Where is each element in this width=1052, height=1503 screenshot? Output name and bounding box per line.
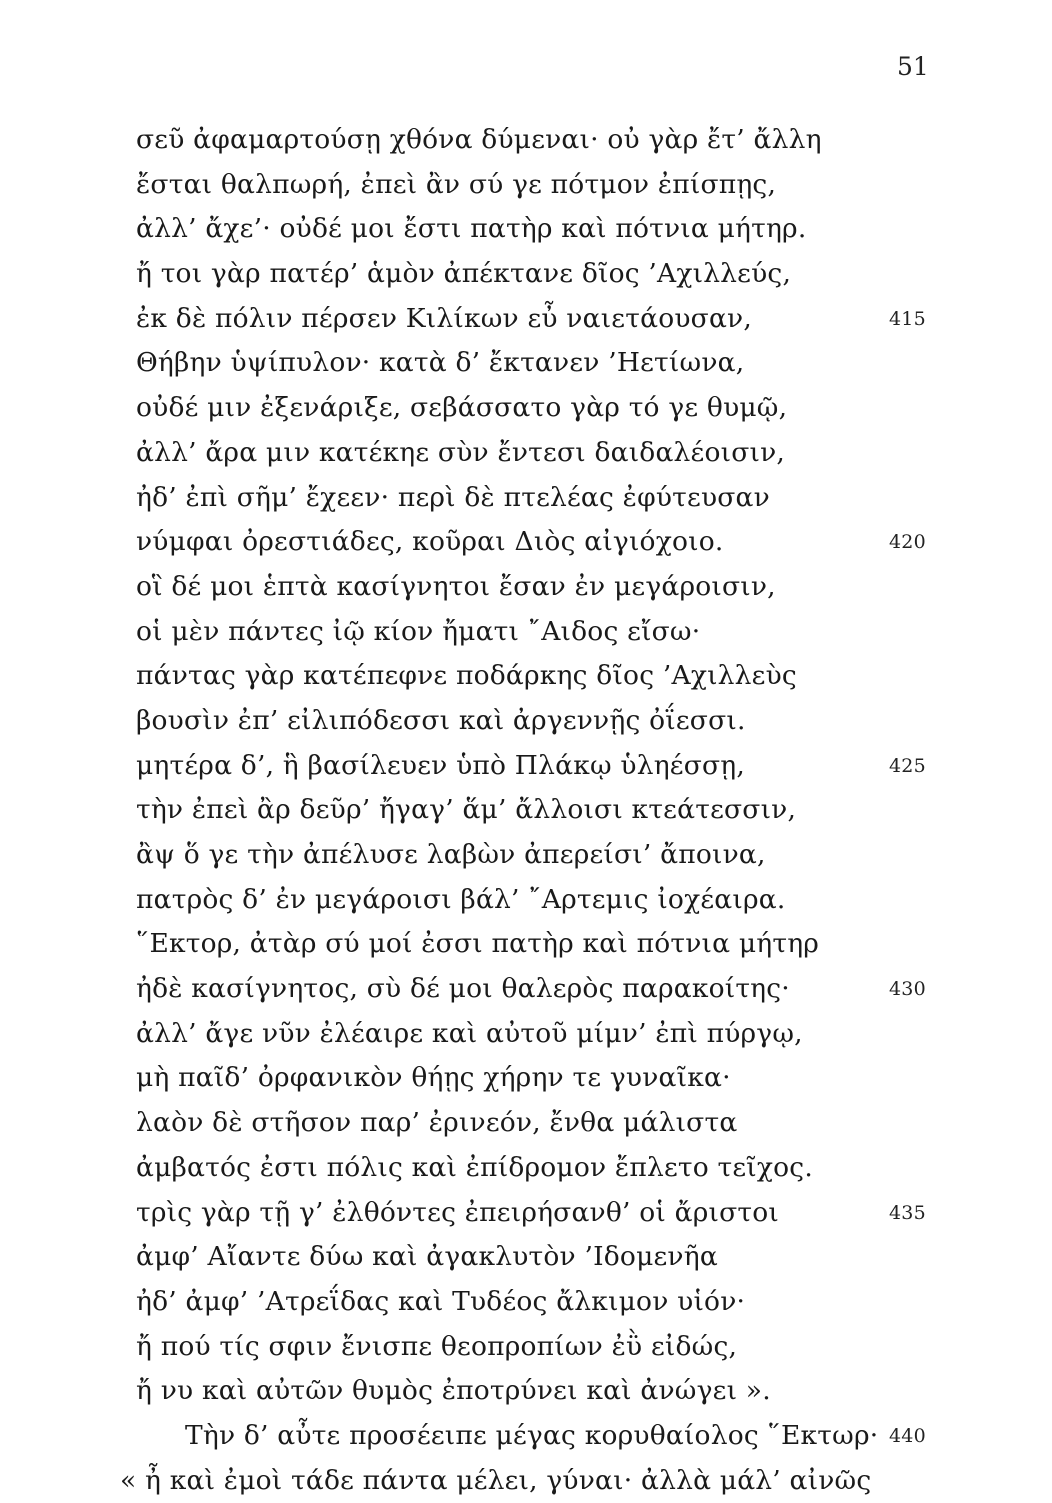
verse-text: μὴ παῖδ’ ὀρφανικὸν θήῃς χήρην τε γυναῖκα· bbox=[136, 1062, 731, 1094]
verse-line bbox=[0, 833, 1052, 878]
line-number: 430 bbox=[889, 978, 926, 1001]
verse-text: μητέρα δ’, ἣ βασίλευεν ὑπὸ Πλάκῳ ὑληέσσῃ, bbox=[136, 749, 745, 781]
verse-line bbox=[0, 699, 1052, 744]
verse-text: πατρὸς δ’ ἐν μεγάροισι βάλ’ ῎Αρτεμις ἰοχέαιρα. bbox=[136, 883, 786, 915]
verse-text: « ἦ καὶ ἐμοὶ τάδε πάντα μέλει, γύναι· ἀλλὰ μάλ’ αἰνῶς bbox=[120, 1464, 872, 1496]
verse-text: σεῦ ἀφαμαρτούσῃ χθόνα δύμεναι· οὐ γὰρ ἔτ’ ἄλλη bbox=[136, 124, 822, 155]
poem-text bbox=[0, 118, 1052, 1503]
verse-text: τρὶς γὰρ τῇ γ’ ἐλθόντες ἐπειρήσανθ’ οἱ ἄριστοι bbox=[136, 1196, 780, 1228]
verse-text: οἱ μὲν πάντες ἰῷ κίον ἤματι ῎Αιδος εἴσω· bbox=[136, 615, 701, 647]
verse-text: ἤ πού τίς σφιν ἔνισπε θεοπροπίων ἐῢ εἰδώς, bbox=[136, 1330, 738, 1362]
verse-text: ἤ τοι γὰρ πατέρ’ ἁμὸν ἀπέκτανε δῖος ’Αχιλλεύς, bbox=[136, 258, 792, 290]
verse-line bbox=[0, 922, 1052, 967]
verse-line bbox=[0, 1280, 1052, 1325]
verse-text: ἀλλ’ ἄγε νῦν ἐλέαιρε καὶ αὐτοῦ μίμν’ ἐπὶ πύργῳ, bbox=[136, 1017, 803, 1049]
verse-text: ἤ νυ καὶ αὐτῶν θυμὸς ἐποτρύνει καὶ ἀνώγει ». bbox=[136, 1375, 771, 1407]
verse-line bbox=[0, 744, 1052, 789]
verse-line bbox=[0, 654, 1052, 699]
verse-text: Θήβην ὑψίπυλον· κατὰ δ’ ἔκτανεν ’Ηετίωνα, bbox=[136, 347, 745, 379]
verse-text: ἀμβατός ἐστι πόλις καὶ ἐπίδρομον ἔπλετο τεῖχος. bbox=[136, 1151, 813, 1183]
verse-text: οἳ δέ μοι ἑπτὰ κασίγνητοι ἔσαν ἐν μεγάροισιν, bbox=[136, 570, 776, 602]
verse-line bbox=[0, 1191, 1052, 1236]
verse-line bbox=[0, 207, 1052, 252]
verse-line bbox=[0, 565, 1052, 610]
verse-text: Τὴν δ’ αὖτε προσέειπε μέγας κορυθαίολος ῞Εκτωρ· bbox=[185, 1419, 879, 1451]
verse-line bbox=[0, 1146, 1052, 1191]
verse-line bbox=[0, 788, 1052, 833]
verse-line bbox=[0, 1056, 1052, 1101]
verse-line bbox=[0, 610, 1052, 655]
verse-line bbox=[0, 1325, 1052, 1370]
verse-text: ἀλλ’ ἄχε’· οὐδέ μοι ἔστι πατὴρ καὶ πότνια μήτηρ. bbox=[136, 213, 807, 245]
verse-line bbox=[0, 1012, 1052, 1057]
verse-line bbox=[0, 163, 1052, 208]
verse-text: ἔσται θαλπωρή, ἐπεὶ ἂν σύ γε πότμον ἐπίσπῃς, bbox=[136, 168, 777, 200]
verse-text: ἀλλ’ ἄρα μιν κατέκηε σὺν ἔντεσι δαιδαλέοισιν, bbox=[136, 436, 786, 468]
verse-text: ῞Εκτορ, ἀτὰρ σύ μοί ἐσσι πατὴρ καὶ πότνια μήτηρ bbox=[136, 928, 820, 960]
verse-line bbox=[0, 1235, 1052, 1280]
verse-text: πάντας γὰρ κατέπεφνε ποδάρκης δῖος ’Αχιλλεὺς bbox=[136, 660, 797, 692]
verse-line bbox=[0, 967, 1052, 1012]
verse-text: τὴν ἐπεὶ ἂρ δεῦρ’ ἤγαγ’ ἅμ’ ἄλλοισι κτεάτεσσιν, bbox=[136, 794, 797, 826]
verse-line bbox=[0, 341, 1052, 386]
verse-line bbox=[0, 431, 1052, 476]
verse-text: ἐκ δὲ πόλιν πέρσεν Κιλίκων εὖ ναιετάουσαν, bbox=[136, 302, 752, 334]
verse-text: ἠδ’ ἐπὶ σῆμ’ ἔχεεν· περὶ δὲ πτελέας ἐφύτευσαν bbox=[136, 481, 770, 513]
verse-line bbox=[0, 1369, 1052, 1414]
verse-line bbox=[0, 878, 1052, 923]
page-number: 51 bbox=[897, 52, 929, 81]
verse-text: οὐδέ μιν ἐξενάριξε, σεβάσσατο γὰρ τό γε θυμῷ, bbox=[136, 392, 788, 424]
verse-line bbox=[0, 252, 1052, 297]
verse-line bbox=[0, 386, 1052, 431]
verse-line bbox=[0, 1414, 1052, 1459]
line-number: 435 bbox=[889, 1201, 926, 1224]
line-number: 425 bbox=[889, 754, 926, 777]
verse-text: ἂψ ὅ γε τὴν ἀπέλυσε λαβὼν ἀπερείσι’ ἄποινα, bbox=[136, 839, 766, 870]
line-number: 440 bbox=[889, 1424, 926, 1447]
verse-text: λαὸν δὲ στῆσον παρ’ ἐρινεόν, ἔνθα μάλιστα bbox=[136, 1107, 738, 1139]
verse-text: ἠδὲ κασίγνητος, σὺ δέ μοι θαλερὸς παρακοίτης· bbox=[136, 973, 790, 1005]
line-number: 415 bbox=[889, 307, 926, 330]
verse-text: ἠδ’ ἀμφ’ ’Ατρεΐδας καὶ Τυδέος ἄλκιμον υἱόν· bbox=[136, 1285, 746, 1317]
verse-line bbox=[0, 520, 1052, 565]
verse-line bbox=[0, 118, 1052, 163]
verse-line bbox=[0, 1459, 1052, 1503]
verse-text: νύμφαι ὀρεστιάδες, κοῦραι Διὸς αἰγιόχοιο. bbox=[136, 526, 724, 558]
verse-line bbox=[0, 1101, 1052, 1146]
verse-line bbox=[0, 297, 1052, 342]
verse-line bbox=[0, 476, 1052, 521]
verse-text: ἀμφ’ Αἴαντε δύω καὶ ἀγακλυτὸν ’Ιδομενῆα bbox=[136, 1241, 718, 1273]
line-number: 420 bbox=[889, 531, 926, 554]
verse-text: βουσὶν ἐπ’ εἰλιπόδεσσι καὶ ἀργεννῇς ὀΐεσσι. bbox=[136, 704, 746, 736]
